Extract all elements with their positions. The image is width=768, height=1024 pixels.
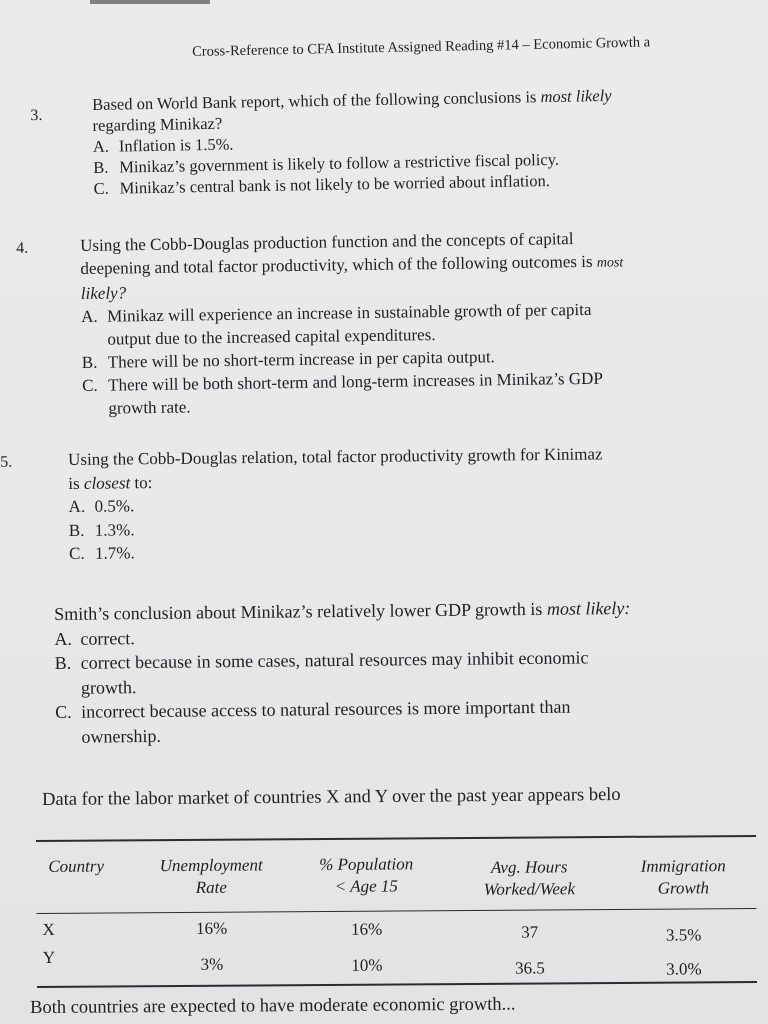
table-cell: 16%	[195, 918, 228, 938]
answer-option-b-cont: growth.	[80, 676, 137, 698]
table-cell: Y	[42, 947, 56, 967]
table-bottom-rule	[37, 981, 757, 988]
question-4	[16, 226, 625, 420]
header-unemployment-rate: Unemployment Rate	[159, 855, 263, 897]
header-immigration-growth: Immigration Growth	[640, 856, 726, 898]
table-cell: 10%	[351, 955, 383, 975]
answer-option-a[interactable]: A. Inflation is 1.5%.	[92, 134, 234, 156]
cut-off-header-text	[90, 0, 210, 4]
table-header-rule	[37, 908, 757, 914]
answer-option-b[interactable]: B. correct because in some cases, natural resources may inhibit economic	[54, 647, 589, 673]
answer-option-a[interactable]: A. correct.	[54, 627, 135, 649]
answer-option-c[interactable]: C. 1.7%.	[69, 543, 135, 563]
question-stem-cont: regarding Minikaz?	[92, 113, 223, 135]
table-cell: 3%	[200, 954, 224, 974]
answer-option-b[interactable]: B. 1.3%.	[68, 519, 135, 540]
answer-option-c-cont: ownership.	[81, 725, 162, 747]
table-cell: 36.5	[514, 958, 545, 978]
question-stem-cont: likely?	[80, 283, 127, 303]
header-avg-hours-worked: Avg. Hours Worked/Week	[483, 857, 576, 899]
question-stem: Using the Cobb-Douglas production function and the concepts of capital	[80, 229, 574, 255]
answer-option-a-cont: output due to the increased capital expenditures.	[107, 325, 436, 349]
question-stem-cont: is closest to:	[68, 472, 153, 493]
question-number: 4.	[16, 239, 29, 257]
question-stem: Based on World Bank report, which of the following conclusions is most likely	[92, 85, 612, 114]
table-cell: 3.0%	[666, 959, 702, 979]
question-6	[54, 596, 632, 749]
table-cell: 16%	[350, 919, 383, 939]
table-cell: X	[42, 919, 55, 939]
answer-option-a[interactable]: A. 0.5%.	[68, 496, 135, 516]
page-header: Cross-Reference to CFA Institute Assigned Reading #14 – Economic Growth a	[192, 34, 651, 60]
table-cell: 37	[521, 922, 539, 942]
header-country: Country	[48, 856, 105, 876]
table-top-rule	[36, 835, 756, 842]
answer-option-c[interactable]: C. Minikaz’s central bank is not likely to be worried about inflation.	[93, 171, 551, 198]
table-cell: 3.5%	[665, 925, 702, 945]
answer-option-c[interactable]: C. incorrect because access to natural resources is more important than	[55, 696, 571, 722]
question-5	[0, 442, 604, 565]
question-3	[30, 85, 613, 199]
footer-text: Both countries are expected to have moderate economic growth...	[30, 994, 516, 1018]
table-intro-text: Data for the labor market of countries X and Y over the past year appears belo	[42, 784, 621, 810]
question-stem: Smith’s conclusion about Minikaz’s relatively lower GDP growth is most likely:	[54, 597, 631, 624]
question-number: 3.	[30, 106, 43, 125]
answer-option-b[interactable]: B. Minikaz’s government is likely to follow a restrictive fiscal policy.	[93, 149, 560, 177]
answer-option-a[interactable]: A. Minikaz will experience an increase in sustainable growth of per capita	[81, 299, 592, 326]
answer-option-c-cont: growth rate.	[108, 397, 191, 418]
question-stem: Using the Cobb-Douglas relation, total factor productivity growth for Kinimaz	[68, 444, 603, 469]
answer-option-b[interactable]: B. There will be no short-term increase in per capita output.	[81, 347, 495, 372]
labor-market-table	[36, 835, 756, 979]
question-number: 5.	[0, 453, 13, 471]
answer-option-c[interactable]: C. There will be both short-term and long-term increases in Minikaz’s GDP	[81, 368, 603, 395]
header-population-under-15: % Population < Age 15	[319, 854, 414, 896]
question-stem-cont: deepening and total factor productivity, which of the following outcomes is most	[80, 251, 624, 278]
